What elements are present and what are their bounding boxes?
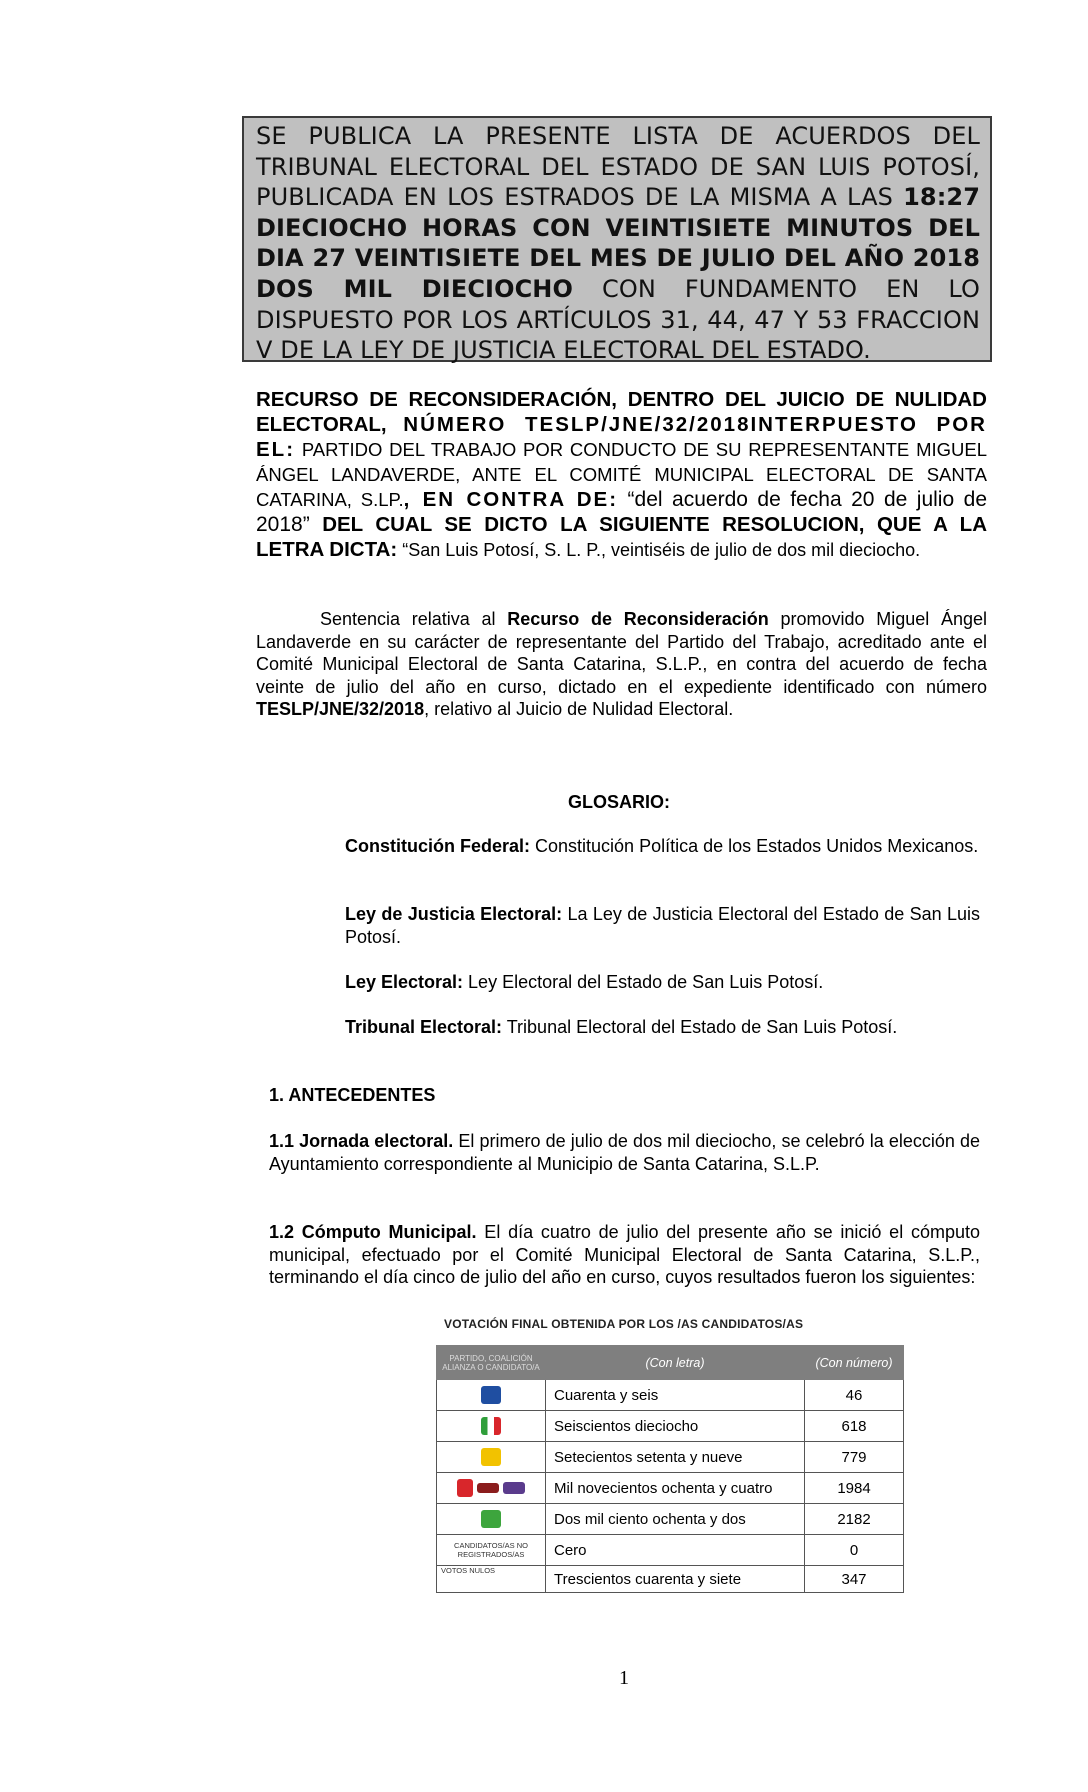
party-label: CANDIDATOS/AS NO REGISTRADOS/AS	[437, 1535, 546, 1566]
sentence-part: , relativo al Juicio de Nulidad Electoral.	[424, 699, 734, 720]
glossary-term: Ley Electoral:	[345, 972, 464, 992]
party-logo-cell	[437, 1473, 546, 1504]
table-row	[437, 1473, 904, 1504]
case-header-against: , EN CONTRA DE:	[403, 488, 619, 511]
case-header-title: RECURSO DE RECONSIDERACIÓN, DENTRO DEL JUICIO DE NULIDAD ELECTORAL,	[256, 388, 987, 436]
column-header: PARTIDO, COALICIÓN ALIANZA O CANDIDATO/A	[437, 1346, 546, 1380]
glossary-definition: Constitución Política de los Estados Unidos Mexicanos.	[530, 836, 979, 856]
votes-letters: Trescientos cuarenta y siete	[546, 1566, 805, 1593]
case-header-act: “del acuerdo de fecha 20 de julio de 2018”	[256, 488, 987, 536]
party-logo-icon	[481, 1448, 501, 1466]
results-table	[436, 1345, 904, 1593]
sentence-part: Sentencia relativa al	[320, 609, 508, 629]
glossary-term: Constitución Federal:	[345, 836, 531, 856]
page-number: 1	[619, 1667, 629, 1689]
votes-letters: Cuarenta y seis	[546, 1380, 805, 1411]
table-row	[437, 1442, 904, 1473]
party-label: VOTOS NULOS	[437, 1566, 546, 1593]
votes-number: 779	[805, 1442, 904, 1473]
sentence-paragraph	[256, 608, 987, 721]
table-row	[437, 1411, 904, 1442]
pt-logo-icon	[457, 1479, 473, 1497]
case-header-party: PARTIDO DEL TRABAJO POR CONDUCTO DE SU REPRESENTANTE MIGUEL ÁNGEL LANDAVERDE, ANTE EL COMITÉ MUNICIPAL ELECTORAL DE SANTA CATARINA, S.LP.	[256, 439, 987, 510]
notice-text-1: SE PUBLICA LA PRESENTE LISTA DE ACUERDOS DEL TRIBUNAL ELECTORAL DEL ESTADO DE SAN LUIS POTOSÍ, PUBLICADA EN LOS ESTRADOS DE LA MISMA A LAS	[256, 122, 980, 212]
glossary-definition: Tribunal Electoral del Estado de San Luis Potosí.	[502, 1017, 898, 1037]
antecedent-text: El día cuatro de julio del presente año se inició el cómputo municipal, efectuado por el Comité Municipal Electoral de Santa Catarina, S.L.P., terminando el día cinco de julio del año en curso, cuyos resultados fueron los siguientes:	[269, 1222, 980, 1287]
pes-logo-icon	[503, 1482, 525, 1494]
glossary-title: GLOSARIO:	[568, 792, 670, 812]
case-header-number: NÚMERO TESLP/JNE/32/2018INTERPUESTO POR EL:	[256, 413, 987, 461]
glossary-term: Ley de Justicia Electoral:	[345, 904, 563, 924]
antecedent-term: 1.2 Cómputo Municipal.	[269, 1222, 477, 1242]
votes-letters: Seiscientos dieciocho	[546, 1411, 805, 1442]
table-row	[437, 1504, 904, 1535]
votes-letters: Cero	[546, 1535, 805, 1566]
votes-number: 1984	[805, 1473, 904, 1504]
votes-number: 0	[805, 1535, 904, 1566]
notice-text-2: CON FUNDAMENTO EN LO DISPUESTO POR LOS ARTÍCULOS 31, 44, 47 Y 53 FRACCION V DE LA LEY DE JUSTICIA ELECTORAL DEL ESTADO.	[256, 274, 981, 365]
votes-letters: Dos mil ciento ochenta y dos	[546, 1504, 805, 1535]
party-logo-cell	[437, 1380, 546, 1411]
antecedent-text: El primero de julio de dos mil dieciocho, se celebró la elección de Ayuntamiento correspondiente al Municipio de Santa Catarina, S.L.P.	[269, 1131, 980, 1174]
column-header: (Con letra)	[546, 1346, 805, 1380]
party-logo-icon	[481, 1386, 501, 1404]
glossary-definition: La Ley de Justicia Electoral del Estado de San Luis Potosí.	[345, 904, 980, 947]
sentence-part: promovido Miguel Ángel Landaverde en su carácter de representante del Partido del Trabajo, acreditado ante el Comité Municipal Electoral de Santa Catarina, S.L.P., en contra del acuerdo de fecha veinte de julio del año en curso, dictado en el expediente identificado con número	[256, 609, 987, 697]
glossary-entry	[345, 1016, 980, 1039]
votes-number: 46	[805, 1380, 904, 1411]
antecedent-paragraph	[269, 1221, 980, 1289]
votes-number: 347	[805, 1566, 904, 1593]
case-header-resolution: DEL CUAL SE DICTO LA SIGUIENTE RESOLUCION, QUE A LA LETRA DICTA:	[256, 513, 987, 561]
sentence-part: TESLP/JNE/32/2018	[256, 699, 425, 720]
table-row	[437, 1380, 904, 1411]
publication-notice	[242, 116, 992, 365]
glossary-entry	[345, 971, 980, 994]
case-header-quote: “San Luis Potosí, S. L. P., veintiséis de julio de dos mil dieciocho.	[397, 540, 921, 560]
table-header-row	[437, 1346, 904, 1380]
party-logo-cell	[437, 1504, 546, 1535]
party-logo-cell	[437, 1411, 546, 1442]
votes-letters: Setecientos setenta y nueve	[546, 1442, 805, 1473]
antecedent-term: 1.1 Jornada electoral.	[269, 1131, 454, 1151]
sentence-part: Recurso de Reconsideración	[507, 609, 769, 629]
section-title: 1. ANTECEDENTES	[269, 1085, 436, 1105]
votes-number: 2182	[805, 1504, 904, 1535]
votes-letters: Mil novecientos ochenta y cuatro	[546, 1473, 805, 1504]
notice-date-time: 18:27 DIECIOCHO HORAS CON VEINTISIETE MINUTOS DEL DIA 27 VEINTISIETE DEL MES DE JULIO DEL AÑO 2018 DOS MIL DIECIOCHO	[256, 183, 980, 303]
party-logo-icon	[481, 1510, 501, 1528]
votes-number: 618	[805, 1411, 904, 1442]
morena-logo-icon	[477, 1483, 499, 1493]
glossary-entry	[345, 835, 980, 858]
column-header: (Con número)	[805, 1346, 904, 1380]
table-row	[437, 1566, 904, 1593]
table-row	[437, 1535, 904, 1566]
glossary-definition: Ley Electoral del Estado de San Luis Potosí.	[463, 972, 824, 992]
party-logo-icon	[481, 1417, 501, 1435]
party-logo-cell	[437, 1442, 546, 1473]
results-table-caption: VOTACIÓN FINAL OBTENIDA POR LOS /AS CANDIDATOS/AS	[444, 1317, 804, 1331]
antecedent-paragraph	[269, 1130, 980, 1175]
glossary-term: Tribunal Electoral:	[345, 1017, 503, 1037]
glossary-entry	[345, 903, 980, 948]
case-header	[256, 387, 987, 563]
